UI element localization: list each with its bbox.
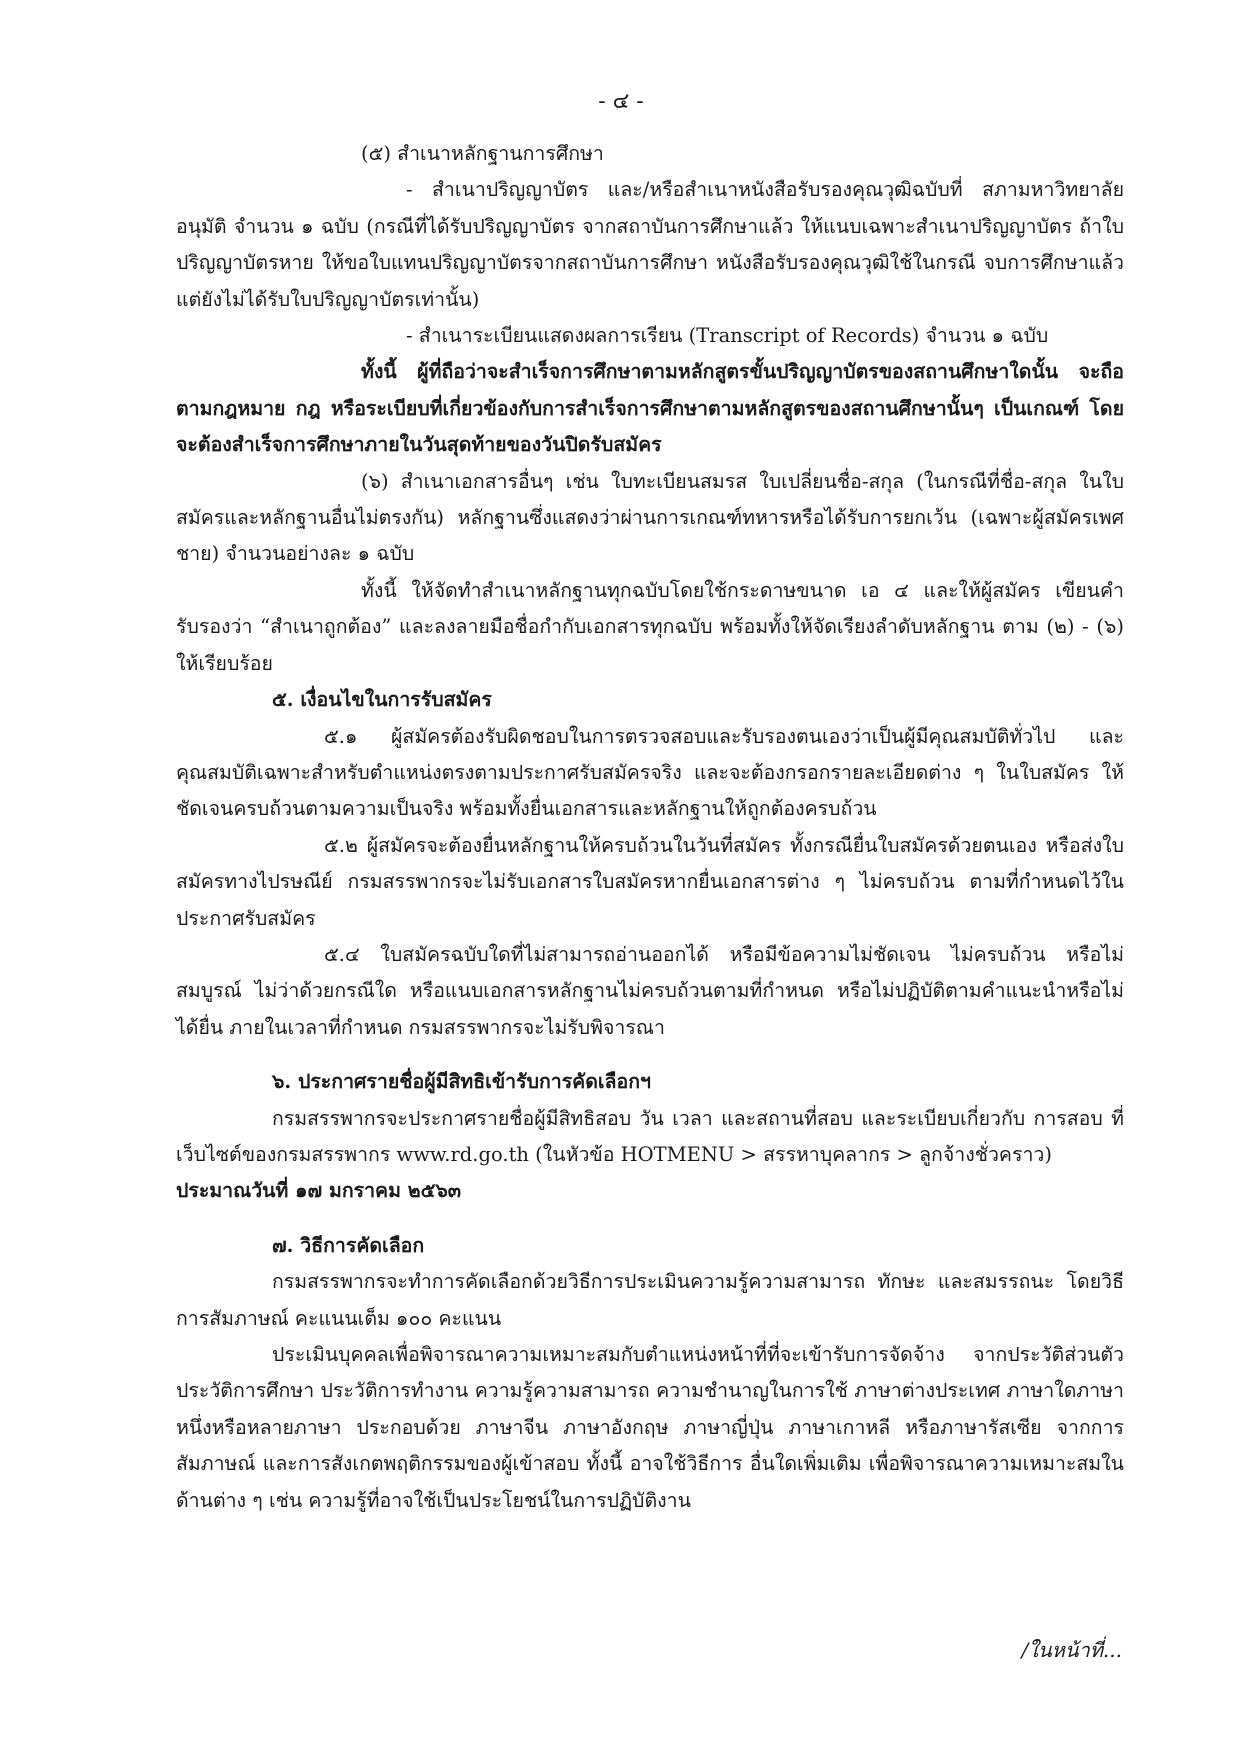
item5-graduation-note: ทั้งนี้ ผู้ที่ถือว่าจะสำเร็จการศึกษาตามหลักสูตรขั้นปริญญาบัตรของสถานศึกษาใดนั้น จะถือตามกฎหมาย กฎ หรือระเบียบที่เกี่ยวข้องกับการสำเร็จการศึกษาตามหลักสูตรของสถานศึกษานั้นๆ เป็นเกณฑ์ โดยจะต้องสำเร็จการศึกษาภายในวันสุดท้ายของวันปิดรับสมัคร: [176, 360, 1124, 457]
continuation-note: /ในหน้าที่...: [1021, 1638, 1122, 1662]
section7-paragraph-1: กรมสรรพากรจะทำการคัดเลือกด้วยวิธีการประเมินความรู้ความสามารถ ทักษะ และสมรรถนะ โดยวิธีการสัมภาษณ์ คะแนนเต็ม ๑๐๐ คะแนน: [176, 1270, 1124, 1330]
document-body: [176, 136, 1124, 1519]
copies-note-paragraph: ทั้งนี้ ให้จัดทำสำเนาหลักฐานทุกฉบับโดยใช้กระดาษขนาด เอ ๔ และให้ผู้สมัคร เขียนคำรับรองว่า “สำเนาถูกต้อง” และลงลายมือชื่อกำกับเอกสารทุกฉบับ พร้อมทั้งให้จัดเรียงลำดับหลักฐาน ตาม (๒) - (๖) ให้เรียบร้อย: [176, 578, 1124, 675]
page-number: - ๔ -: [598, 89, 644, 114]
section6-heading: ๖. ประกาศรายชื่อผู้มีสิทธิเข้ารับการคัดเลือกฯ: [272, 1070, 651, 1094]
section5-paragraph-1: ๕.๑ ผู้สมัครต้องรับผิดชอบในการตรวจสอบและรับรองตนเองว่าเป็นผู้มีคุณสมบัติทั่วไป และคุณสมบัติเฉพาะสำหรับตำแหน่งตรงตามประกาศรับสมัครจริง และจะต้องกรอกรายละเอียดต่าง ๆ ในใบสมัคร ให้ชัดเจนครบถ้วนตามความเป็นจริง พร้อมทั้งยื่นเอกสารและหลักฐานให้ถูกต้องครบถ้วน: [176, 724, 1124, 821]
section6-date: ประมาณวันที่ ๑๗ มกราคม ๒๕๖๓: [176, 1179, 462, 1203]
section7-heading: ๗. วิธีการคัดเลือก: [272, 1233, 425, 1257]
section7-paragraph-2: ประเมินบุคคลเพื่อพิจารณาความเหมาะสมกับตำแหน่งหน้าที่ที่จะเข้ารับการจัดจ้าง จากประวัติส่วนตัว ประวัติการศึกษา ประวัติการทำงาน ความรู้ความสามารถ ความชำนาญในการใช้ ภาษาต่างประเทศ ภาษาใดภาษาหนึ่งหรือหลายภาษา ประกอบด้วย ภาษาจีน ภาษาอังกฤษ ภาษาญี่ปุ่น ภาษาเกาหลี หรือภาษารัสเซีย จากการสัมภาษณ์ และการสังเกตพฤติกรรมของผู้เข้าสอบ ทั้งนี้ อาจใช้วิธีการ อื่นใดเพิ่มเติม เพื่อพิจารณาความเหมาะสมในด้านต่าง ๆ เช่น ความรู้ที่อาจใช้เป็นประโยชน์ในการปฏิบัติงาน: [176, 1343, 1124, 1512]
section5-paragraph-4: ๕.๔ ใบสมัครฉบับใดที่ไม่สามารถอ่านออกได้ หรือมีข้อความไม่ชัดเจน ไม่ครบถ้วน หรือไม่สมบูรณ์ ไม่ว่าด้วยกรณีใด หรือแนบเอกสารหลักฐานไม่ครบถ้วนตามที่กำหนด หรือไม่ปฏิบัติตามคำแนะนำหรือไม่ได้ยื่น ภายในเวลาที่กำหนด กรมสรรพากรจะไม่รับพิจารณา: [176, 942, 1124, 1039]
item5-transcript-paragraph: - สำเนาระเบียนแสดงผลการเรียน (Transcript of Records) จำนวน ๑ ฉบับ: [406, 324, 1049, 348]
section6-body: กรมสรรพากรจะประกาศรายชื่อผู้มีสิทธิสอบ วัน เวลา และสถานที่สอบ และระเบียบเกี่ยวกับ การสอบ ที่เว็บไซต์ของกรมสรรพากร www.rd.go.th (ในหัวข้อ HOTMENU > สรรหาบุคลากร > ลูกจ้างชั่วคราว): [176, 1106, 1124, 1166]
item5-heading: (๕) สำเนาหลักฐานการศึกษา: [361, 142, 604, 165]
item5-degree-paragraph: - สำเนาปริญญาบัตร และ/หรือสำเนาหนังสือรับรองคุณวุฒิฉบับที่ สภามหาวิทยาลัยอนุมัติ จำนวน ๑ ฉบับ (กรณีที่ได้รับปริญญาบัตร จากสถาบันการศึกษาแล้ว ให้แนบเฉพาะสำเนาปริญญาบัตร ถ้าใบปริญญาบัตรหาย ให้ขอใบแทนปริญญาบัตรจากสถาบันการศึกษา หนังสือรับรองคุณวุฒิใช้ในกรณี จบการศึกษาแล้วแต่ยังไม่ได้รับใบปริญญาบัตรเท่านั้น): [176, 178, 1124, 311]
section5-heading: ๕. เงื่อนไขในการรับสมัคร: [272, 688, 492, 712]
item6-paragraph: (๖) สำเนาเอกสารอื่นๆ เช่น ใบทะเบียนสมรส ใบเปลี่ยนชื่อ-สกุล (ในกรณีที่ชื่อ-สกุล ในใบสมัครและหลักฐานอื่นไม่ตรงกัน) หลักฐานซึ่งแสดงว่าผ่านการเกณฑ์ทหารหรือได้รับการยกเว้น (เฉพาะผู้สมัครเพศชาย) จำนวนอย่างละ ๑ ฉบับ: [176, 469, 1124, 566]
section5-paragraph-2: ๕.๒ ผู้สมัครจะต้องยื่นหลักฐานให้ครบถ้วนในวันที่สมัคร ทั้งกรณียื่นใบสมัครด้วยตนเอง หรือส่งใบสมัครทางไปรษณีย์ กรมสรรพากรจะไม่รับเอกสารใบสมัครหากยื่นเอกสารต่าง ๆ ไม่ครบถ้วน ตามที่กำหนดไว้ในประกาศรับสมัคร: [176, 833, 1124, 930]
